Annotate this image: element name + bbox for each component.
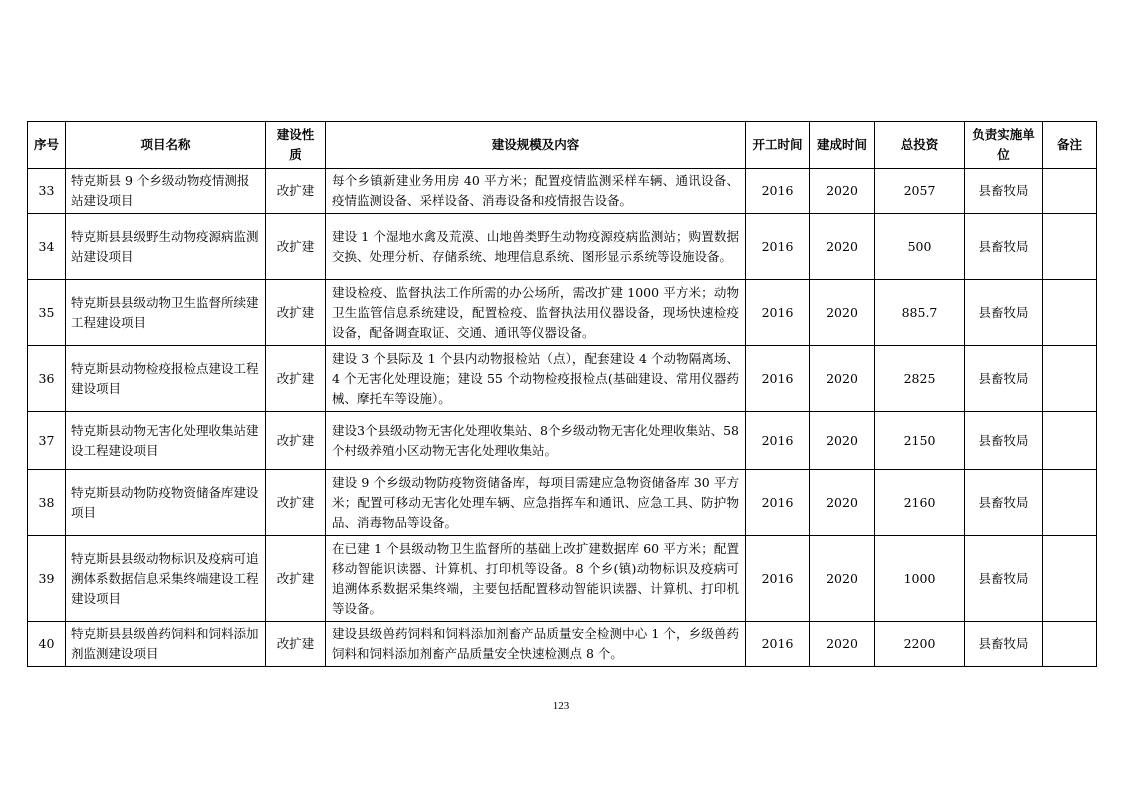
- table-row: [28, 214, 1097, 280]
- cell-end: 2020: [810, 280, 875, 346]
- cell-scale: 在已建 1 个县级动物卫生监督所的基础上改扩建数据库 60 平方米；配置移动智能识读器、计算机、打印机等设备。8 个乡(镇)动物标识及疫病可追溯体系数据采集终端，主要包括配置移动智能识读器、计算机、打印机等设备。: [326, 536, 746, 622]
- cell-scale: 建设 9 个乡级动物防疫物资储备库，每项目需建应急物资储备库 30 平方米；配置可移动无害化处理车辆、应急指挥车和通讯、应急工具、防护物品、消毒物品等设备。: [326, 470, 746, 536]
- table-row: [28, 169, 1097, 214]
- cell-nature: 改扩建: [266, 470, 326, 536]
- cell-owner: 县畜牧局: [965, 214, 1043, 280]
- table-row: [28, 412, 1097, 470]
- cell-owner: 县畜牧局: [965, 412, 1043, 470]
- cell-scale: 建设 1 个湿地水禽及荒漠、山地兽类野生动物疫源疫病监测站；购置数据交换、处理分析、存储系统、地理信息系统、图形显示系统等设施设备。: [326, 214, 746, 280]
- cell-nature: 改扩建: [266, 214, 326, 280]
- header-investment: 总投资: [875, 122, 965, 169]
- cell-end: 2020: [810, 169, 875, 214]
- cell-seq: 40: [28, 622, 66, 667]
- cell-remark: [1043, 470, 1097, 536]
- cell-name: 特克斯县动物无害化处理收集站建设工程建设项目: [66, 412, 266, 470]
- cell-nature: 改扩建: [266, 622, 326, 667]
- cell-nature: 改扩建: [266, 412, 326, 470]
- table-header-row: [28, 122, 1097, 169]
- cell-remark: [1043, 622, 1097, 667]
- cell-name: 特克斯县 9 个乡级动物疫情测报站建设项目: [66, 169, 266, 214]
- cell-investment: 2150: [875, 412, 965, 470]
- cell-investment: 2057: [875, 169, 965, 214]
- cell-start: 2016: [746, 214, 810, 280]
- cell-start: 2016: [746, 280, 810, 346]
- project-table: [27, 121, 1097, 667]
- cell-end: 2020: [810, 470, 875, 536]
- cell-name: 特克斯县县级动物标识及疫病可追溯体系数据信息采集终端建设工程建设项目: [66, 536, 266, 622]
- cell-investment: 2200: [875, 622, 965, 667]
- cell-owner: 县畜牧局: [965, 536, 1043, 622]
- cell-remark: [1043, 280, 1097, 346]
- cell-remark: [1043, 169, 1097, 214]
- cell-investment: 1000: [875, 536, 965, 622]
- cell-remark: [1043, 412, 1097, 470]
- cell-scale: 建设县级兽药饲料和饲料添加剂畜产品质量安全检测中心 1 个，乡级兽药饲料和饲料添加剂畜产品质量安全快速检测点 8 个。: [326, 622, 746, 667]
- cell-end: 2020: [810, 214, 875, 280]
- cell-start: 2016: [746, 412, 810, 470]
- cell-start: 2016: [746, 470, 810, 536]
- cell-seq: 38: [28, 470, 66, 536]
- cell-name: 特克斯县动物检疫报检点建设工程建设项目: [66, 346, 266, 412]
- cell-owner: 县畜牧局: [965, 346, 1043, 412]
- cell-owner: 县畜牧局: [965, 622, 1043, 667]
- header-remark: 备注: [1043, 122, 1097, 169]
- cell-owner: 县畜牧局: [965, 169, 1043, 214]
- cell-nature: 改扩建: [266, 536, 326, 622]
- table-row: [28, 280, 1097, 346]
- table-row: [28, 346, 1097, 412]
- page-number: 123: [552, 700, 570, 712]
- header-name: 项目名称: [66, 122, 266, 169]
- cell-investment: 500: [875, 214, 965, 280]
- header-start: 开工时间: [746, 122, 810, 169]
- cell-investment: 2825: [875, 346, 965, 412]
- cell-scale: 建设检疫、监督执法工作所需的办公场所，需改扩建 1000 平方米；动物卫生监管信息系统建设，配置检疫、监督执法用仪器设备，现场快速检疫设备，配备调查取证、交通、通讯等仪器设备。: [326, 280, 746, 346]
- cell-owner: 县畜牧局: [965, 280, 1043, 346]
- cell-start: 2016: [746, 346, 810, 412]
- cell-investment: 885.7: [875, 280, 965, 346]
- cell-end: 2020: [810, 346, 875, 412]
- cell-end: 2020: [810, 622, 875, 667]
- cell-name: 特克斯县县级动物卫生监督所续建工程建设项目: [66, 280, 266, 346]
- cell-end: 2020: [810, 412, 875, 470]
- cell-investment: 2160: [875, 470, 965, 536]
- cell-end: 2020: [810, 536, 875, 622]
- cell-seq: 34: [28, 214, 66, 280]
- header-seq: 序号: [28, 122, 66, 169]
- cell-nature: 改扩建: [266, 346, 326, 412]
- cell-seq: 39: [28, 536, 66, 622]
- cell-scale: 建设3个县级动物无害化处理收集站、8个乡级动物无害化处理收集站、58 个村级养殖小区动物无害化处理收集站。: [326, 412, 746, 470]
- header-owner: 负责实施单位: [965, 122, 1043, 169]
- cell-seq: 37: [28, 412, 66, 470]
- cell-owner: 县畜牧局: [965, 470, 1043, 536]
- table-row: [28, 470, 1097, 536]
- header-scale: 建设规模及内容: [326, 122, 746, 169]
- cell-scale: 每个乡镇新建业务用房 40 平方米；配置疫情监测采样车辆、通讯设备、疫情监测设备、采样设备、消毒设备和疫情报告设备。: [326, 169, 746, 214]
- header-end: 建成时间: [810, 122, 875, 169]
- cell-name: 特克斯县动物防疫物资储备库建设项目: [66, 470, 266, 536]
- header-nature: 建设性质: [266, 122, 326, 169]
- cell-start: 2016: [746, 169, 810, 214]
- cell-remark: [1043, 346, 1097, 412]
- cell-nature: 改扩建: [266, 280, 326, 346]
- cell-scale: 建设 3 个县际及 1 个县内动物报检站（点），配套建设 4 个动物隔离场、4 个无害化处理设施；建设 55 个动物检疫报检点(基础建设、常用仪器药械、摩托车等设施）。: [326, 346, 746, 412]
- cell-remark: [1043, 536, 1097, 622]
- cell-name: 特克斯县县级兽药饲料和饲料添加剂监测建设项目: [66, 622, 266, 667]
- cell-remark: [1043, 214, 1097, 280]
- cell-start: 2016: [746, 536, 810, 622]
- cell-nature: 改扩建: [266, 169, 326, 214]
- cell-name: 特克斯县县级野生动物疫源病监测站建设项目: [66, 214, 266, 280]
- cell-seq: 36: [28, 346, 66, 412]
- cell-seq: 33: [28, 169, 66, 214]
- cell-start: 2016: [746, 622, 810, 667]
- table-row: [28, 536, 1097, 622]
- cell-seq: 35: [28, 280, 66, 346]
- table-row: [28, 622, 1097, 667]
